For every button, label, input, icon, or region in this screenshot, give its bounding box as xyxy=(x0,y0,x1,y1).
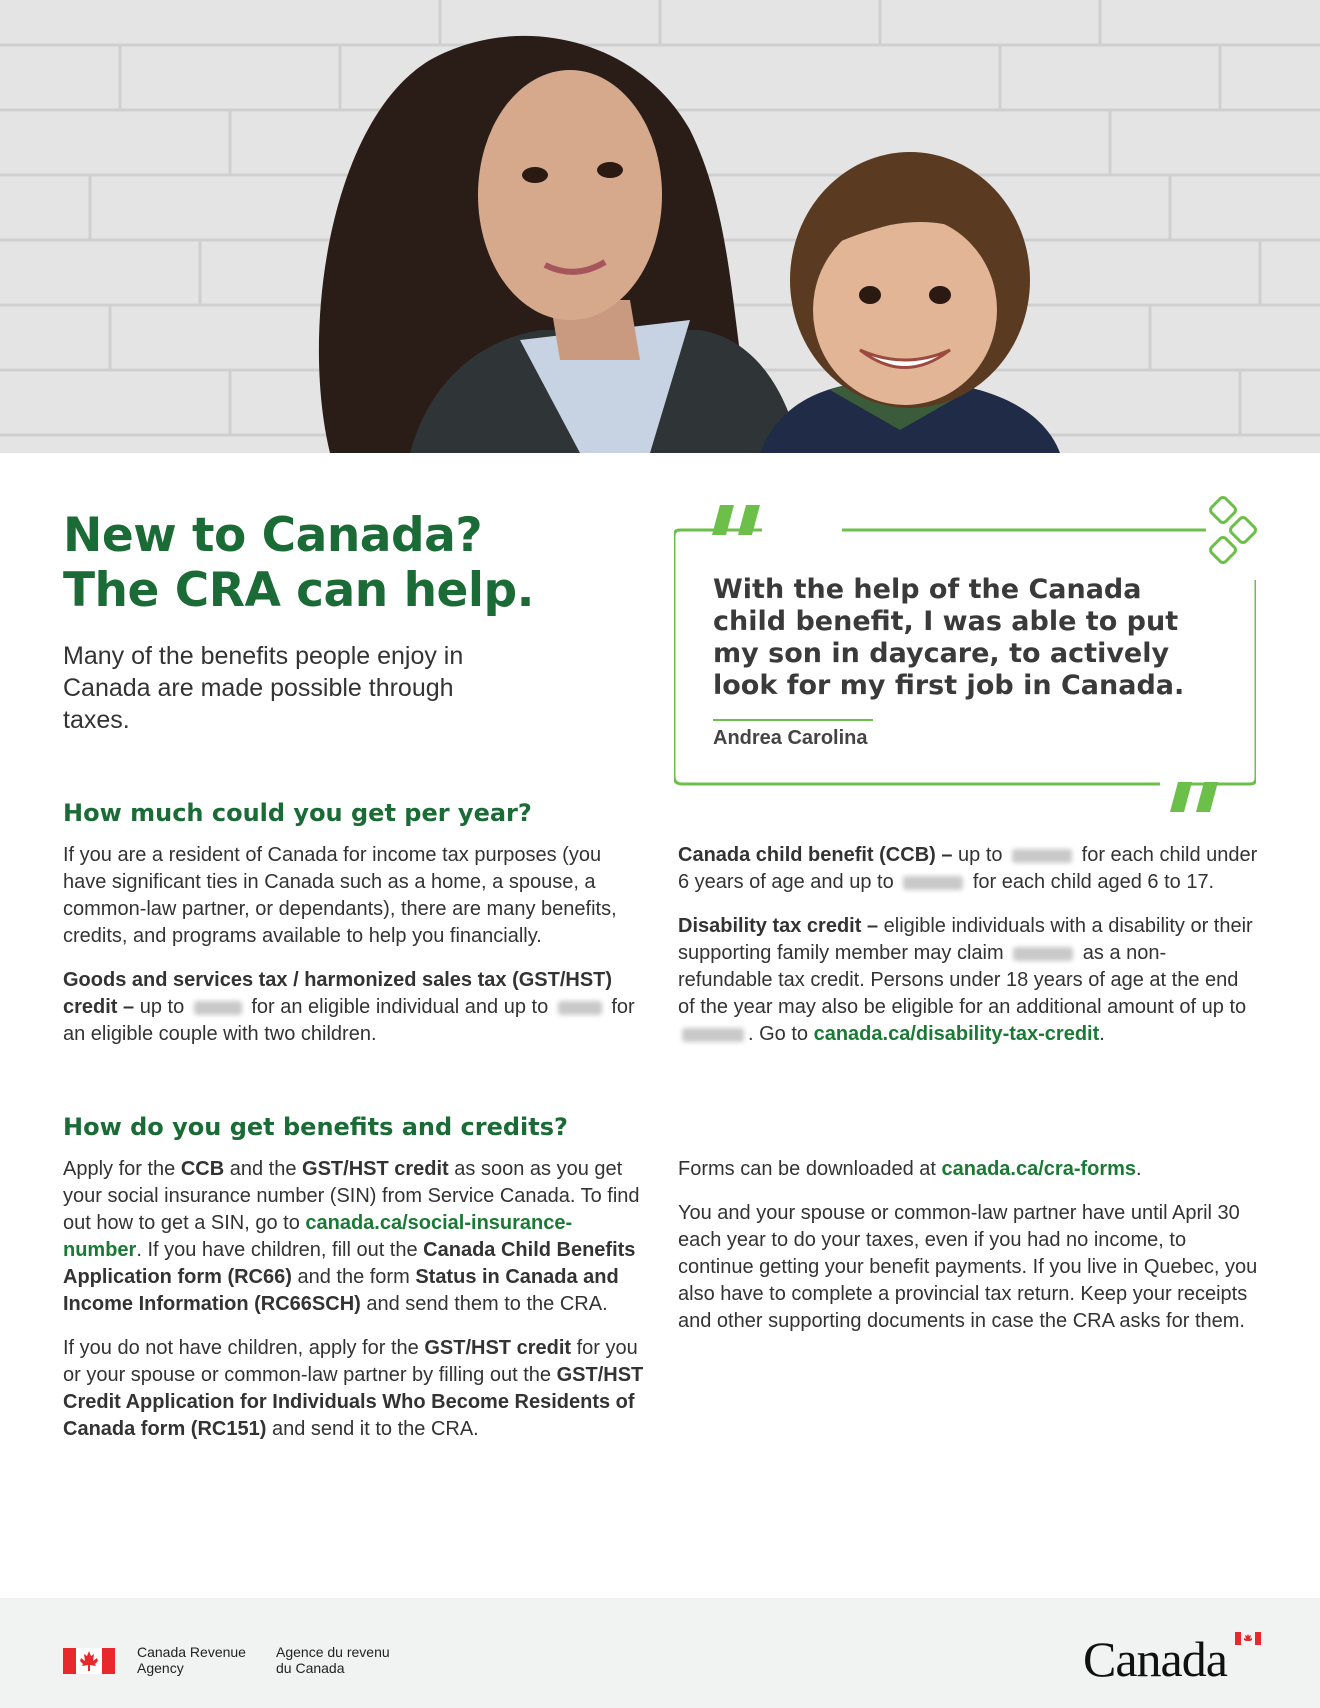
intro-text: Many of the benefits people enjoy in Canada are made possible through taxes. xyxy=(63,642,464,734)
social-insurance-number-link[interactable]: canada.ca/social-insurance-number xyxy=(63,1212,573,1261)
text-span: . xyxy=(1099,1023,1105,1045)
ccb-label: Canada child benefit (CCB) – xyxy=(678,844,953,866)
open-quote-icon xyxy=(712,505,764,535)
text-span: for you or your spouse or common-law partner by filling out the xyxy=(63,1337,638,1386)
section1-left-column xyxy=(63,842,643,1065)
text-span: . xyxy=(1136,1158,1142,1180)
text-span: as soon as you get your social insurance number (SIN) from Service Canada. To find out how to get a SIN, go to xyxy=(63,1158,640,1234)
text-span: up to xyxy=(134,996,190,1018)
residency-paragraph: If you are a resident of Canada for income tax purposes (you have significant ties in Canada such as a home, a spouse, a common-law partner, or dependants), there are many benefits, credits, and programs available to help you financially. xyxy=(63,844,617,947)
bold-text: GST/HST credit xyxy=(424,1337,572,1359)
ccb-paragraph xyxy=(678,842,1258,896)
section2-right-column xyxy=(678,1156,1258,1352)
text-span: . Go to xyxy=(748,1023,814,1045)
gst-credit-paragraph xyxy=(63,967,643,1048)
quote-author: Andrea Carolina xyxy=(713,727,868,749)
title-line-1: New to Canada? xyxy=(63,508,483,563)
agency-fr-line-1: Agence du revenu xyxy=(276,1644,390,1660)
disability-credit-label: Disability tax credit – xyxy=(678,915,879,937)
text-span: Forms can be downloaded at xyxy=(678,1158,942,1180)
title-line-2: The CRA can help. xyxy=(63,563,535,618)
agency-en-line-1: Canada Revenue xyxy=(137,1644,246,1660)
disability-credit-paragraph xyxy=(678,913,1258,1048)
text-span: and send it to the CRA. xyxy=(266,1418,479,1440)
no-children-paragraph xyxy=(63,1335,648,1443)
text-span: for each child aged 6 to 17. xyxy=(967,871,1215,893)
text-span: If you do not have children, apply for the xyxy=(63,1337,425,1359)
footer xyxy=(0,1598,1320,1708)
agency-name-en xyxy=(137,1644,246,1676)
text-span: eligible individuals with a disability or their supporting family member may claim xyxy=(678,915,1253,964)
diamond-ornament-icon xyxy=(1203,495,1263,567)
text-span: Apply for the xyxy=(63,1158,181,1180)
section-heading-benefits: How much could you get per year? xyxy=(63,799,532,827)
text-span: and the xyxy=(224,1158,303,1180)
text-span: for an eligible individual and up to xyxy=(245,996,554,1018)
agency-en-line-2: Agency xyxy=(137,1660,184,1676)
close-quote-icon xyxy=(1170,782,1222,812)
text-span: for an eligible couple with two children. xyxy=(63,996,635,1045)
disability-tax-credit-link[interactable]: canada.ca/disability-tax-credit xyxy=(813,1023,1100,1045)
bold-text: GST/HST Credit Application for Individuals Who Become Residents of Canada form (RC151) xyxy=(63,1364,644,1440)
canada-wordmark-text: Canada xyxy=(1083,1631,1227,1687)
section2-left-column xyxy=(63,1156,648,1460)
text-span: . If you have children, fill out the xyxy=(136,1239,424,1261)
agency-name-fr xyxy=(276,1644,390,1676)
hero-photo xyxy=(0,0,1320,453)
cra-forms-link[interactable]: canada.ca/cra-forms xyxy=(941,1158,1137,1180)
redacted-amount xyxy=(1012,849,1072,863)
quote-author-divider xyxy=(713,719,873,721)
text-span: and the form xyxy=(291,1266,416,1288)
redacted-amount xyxy=(682,1028,744,1042)
deadline-paragraph: You and your spouse or common-law partner have until April 30 each year to do your taxes, even if you had no income, to continue getting your benefit payments. If you live in Quebec, you also have to complete a provincial tax return. Keep your receipts and other supporting documents in case the CRA asks for them. xyxy=(678,1202,1258,1332)
gst-credit-label: Goods and services tax / harmonized sales tax (GST/HST) credit – xyxy=(63,969,613,1018)
text-span: for each child under 6 years of age and up to xyxy=(678,844,1258,893)
redacted-amount xyxy=(903,876,963,890)
bold-text: GST/HST credit xyxy=(302,1158,449,1180)
section-heading-apply: How do you get benefits and credits? xyxy=(63,1113,568,1141)
page-title xyxy=(63,508,623,618)
bold-text: Status in Canada and Income Information (RC66SCH) xyxy=(63,1266,619,1315)
apply-paragraph xyxy=(63,1156,648,1318)
redacted-amount xyxy=(194,1001,242,1015)
forms-paragraph xyxy=(678,1156,1258,1183)
text-span: and send them to the CRA. xyxy=(360,1293,608,1315)
bold-text: Canada Child Benefits Application form (RC66) xyxy=(63,1239,636,1288)
bold-text: CCB xyxy=(180,1158,225,1180)
text-span: as a non-refundable tax credit. Persons under 18 years of age at the end of the year may also be eligible for an additional amount of up to xyxy=(678,942,1247,1018)
canada-wordmark xyxy=(1083,1631,1263,1687)
text-span: up to xyxy=(952,844,1009,866)
redacted-amount xyxy=(558,1001,602,1015)
section1-right-column xyxy=(678,842,1258,1065)
canada-flag-icon xyxy=(63,1648,115,1674)
redacted-amount xyxy=(1013,947,1073,961)
wordmark-flag-icon xyxy=(1235,1632,1261,1645)
agency-fr-line-2: du Canada xyxy=(276,1660,345,1676)
testimonial-quote: With the help of the Canada child benefit, I was able to put my son in daycare, to actively look for my first job in Canada. xyxy=(713,574,1185,701)
